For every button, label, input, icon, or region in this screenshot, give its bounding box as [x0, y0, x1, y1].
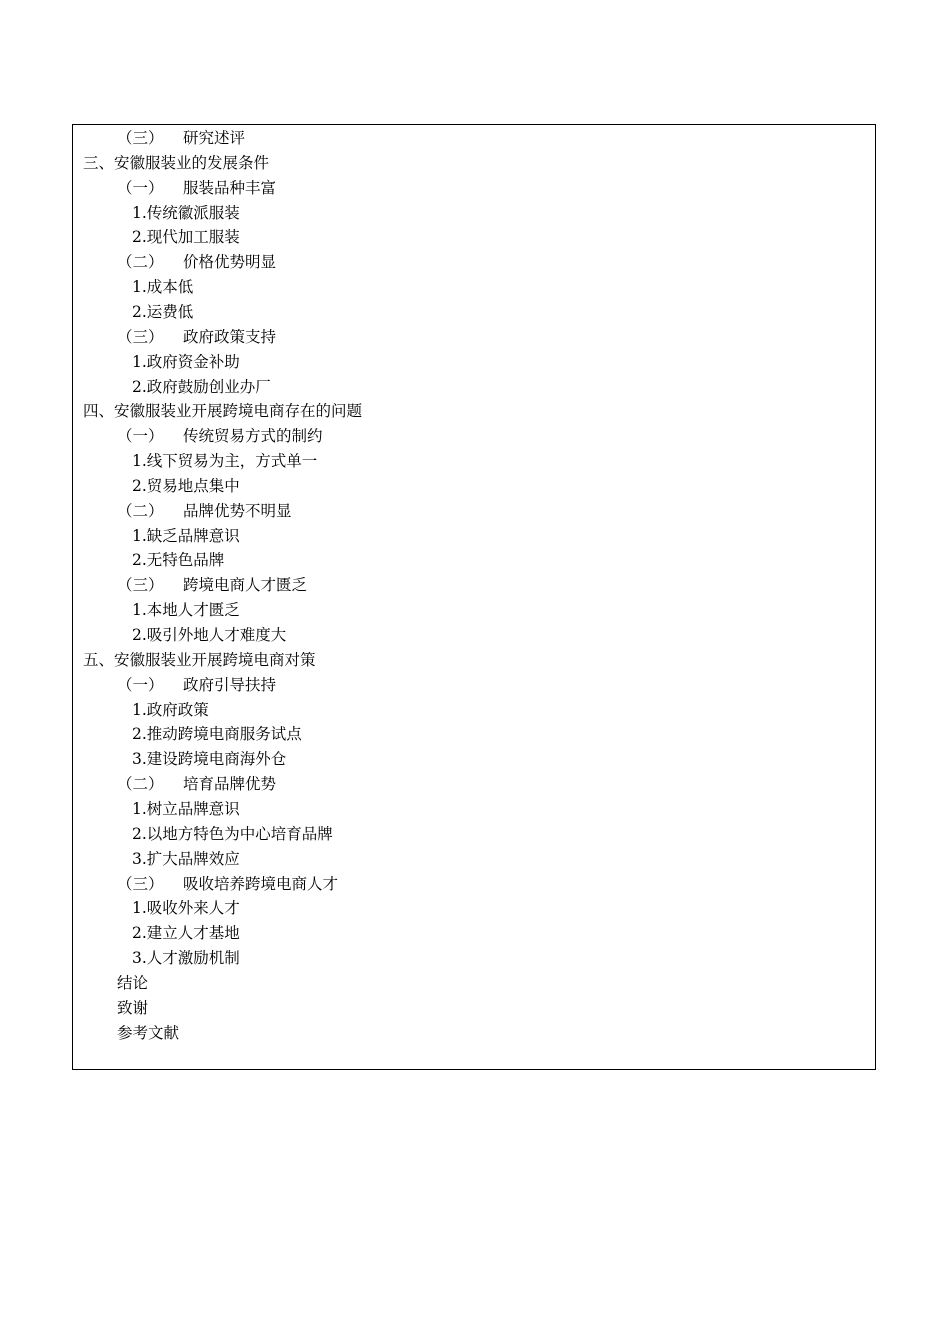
outline-number: 2. — [132, 626, 147, 644]
outline-line — [117, 499, 292, 523]
outline-number: 2. — [132, 551, 147, 570]
outline-text: 建立人才基地 — [146, 924, 240, 943]
outline-number: 2. — [132, 824, 147, 843]
outline-number: （一） — [117, 178, 164, 197]
outline-number: 三、 — [83, 153, 115, 172]
outline-text: 扩大品牌效应 — [146, 849, 240, 868]
outline-line — [132, 896, 240, 920]
outline-text: 人才激励机制 — [146, 949, 240, 968]
outline-line — [132, 747, 286, 771]
outline-number: 2. — [132, 725, 147, 744]
outline-number: （一） — [117, 427, 164, 446]
outline-line — [132, 275, 193, 299]
outline-line — [117, 573, 307, 597]
outline-text: 培育品牌优势 — [183, 775, 277, 794]
outline-text: 吸收外来人才 — [146, 899, 240, 918]
outline-line — [132, 225, 240, 249]
outline-line — [132, 722, 302, 746]
outline-text: 建设跨境电商海外仓 — [146, 750, 287, 769]
outline-line — [132, 449, 317, 473]
outline-line — [117, 325, 276, 349]
outline-text: 结论 — [117, 973, 149, 992]
outline-text: 政府资金补助 — [146, 352, 240, 371]
outline-text: 政府鼓励创业办厂 — [146, 377, 271, 396]
outline-text: 跨境电商人才匮乏 — [183, 576, 308, 595]
outline-line — [132, 598, 240, 622]
outline-number: 3. — [132, 849, 147, 868]
outline-text: 安徽服装业开展跨境电商存在的问题 — [114, 402, 363, 421]
outline-number: 1. — [132, 352, 147, 371]
outline-line — [132, 822, 333, 846]
outline-text: 推动跨境电商服务试点 — [146, 725, 302, 744]
outline-line — [132, 524, 240, 548]
outline-text: 贸易地点集中 — [146, 476, 240, 495]
outline-number: （三） — [117, 874, 164, 893]
outline-text: 树立品牌意识 — [146, 799, 240, 818]
outline-text: 传统贸易方式的制约 — [183, 427, 323, 446]
outline-number: 1. — [132, 700, 147, 719]
outline-number: 1. — [132, 899, 147, 918]
outline-line — [83, 399, 362, 423]
outline-line — [132, 946, 240, 970]
outline-line — [132, 847, 240, 871]
outline-text: 致谢 — [117, 998, 149, 1017]
outline-text: 参考文献 — [117, 1023, 180, 1042]
outline-number: 1. — [132, 278, 147, 297]
outline-number: 1. — [132, 526, 147, 545]
outline-number: （二） — [117, 253, 164, 272]
outline-text: 安徽服装业开展跨境电商对策 — [114, 650, 316, 669]
outline-text: 线下贸易为主，方式单一 — [146, 452, 318, 471]
outline-number: 1. — [132, 452, 147, 471]
outline-number: 四、 — [83, 402, 115, 421]
outline-line — [117, 126, 245, 150]
outline-line — [132, 548, 224, 572]
outline-number: （三） — [117, 327, 164, 346]
outline-text: 政府引导扶持 — [183, 675, 277, 694]
outline-line — [117, 424, 323, 448]
outline-line — [83, 151, 269, 175]
outline-number: 1. — [132, 203, 147, 222]
outline-text: 品牌优势不明显 — [183, 501, 292, 520]
outline-line — [117, 971, 148, 995]
outline-number: （二） — [117, 775, 164, 794]
outline-line — [132, 375, 271, 399]
outline-number: 2. — [132, 377, 147, 396]
outline-line — [132, 201, 240, 225]
outline-line — [117, 176, 276, 200]
outline-number: 3. — [132, 750, 147, 769]
outline-text: 服装品种丰富 — [183, 178, 277, 197]
outline-box — [72, 124, 876, 1070]
outline-text: 传统徽派服装 — [146, 203, 240, 222]
outline-text: 以地方特色为中心培育品牌 — [146, 824, 333, 843]
outline-text: 政府政策 — [146, 700, 209, 719]
outline-line — [132, 350, 240, 374]
outline-text: 无特色品牌 — [146, 551, 225, 570]
outline-line — [132, 698, 209, 722]
outline-number: （三） — [117, 576, 164, 595]
outline-number: 1. — [132, 799, 147, 818]
outline-number: 2. — [132, 228, 147, 247]
outline-line — [132, 623, 286, 647]
outline-text: 运费低 — [146, 302, 194, 321]
outline-line — [132, 797, 240, 821]
outline-number: 2. — [132, 302, 147, 321]
outline-number: （一） — [117, 675, 164, 694]
outline-number: 2. — [132, 476, 147, 495]
outline-line — [117, 1021, 179, 1045]
outline-text: 吸引外地人才难度大 — [146, 626, 287, 644]
outline-line — [83, 648, 316, 672]
outline-line — [117, 872, 338, 896]
outline-number: （三） — [117, 129, 164, 147]
outline-number: 1. — [132, 601, 147, 620]
outline-line — [117, 250, 276, 274]
outline-text: 缺乏品牌意识 — [146, 526, 240, 545]
outline-line — [117, 996, 148, 1020]
outline-text: 本地人才匮乏 — [146, 601, 240, 620]
outline-line — [117, 673, 276, 697]
outline-number: （二） — [117, 501, 164, 520]
outline-number: 2. — [132, 924, 147, 943]
outline-number: 五、 — [83, 650, 115, 669]
outline-text: 价格优势明显 — [183, 253, 277, 272]
outline-text: 政府政策支持 — [183, 327, 277, 346]
outline-text: 成本低 — [146, 278, 194, 297]
outline-line — [132, 921, 240, 945]
outline-text: 安徽服装业的发展条件 — [114, 153, 270, 172]
outline-number: 3. — [132, 949, 147, 968]
outline-line — [117, 772, 276, 796]
outline-line — [132, 300, 193, 324]
outline-text: 现代加工服装 — [146, 228, 240, 247]
outline-text: 研究述评 — [183, 129, 246, 147]
outline-line — [132, 474, 240, 498]
outline-text: 吸收培养跨境电商人才 — [183, 874, 339, 893]
